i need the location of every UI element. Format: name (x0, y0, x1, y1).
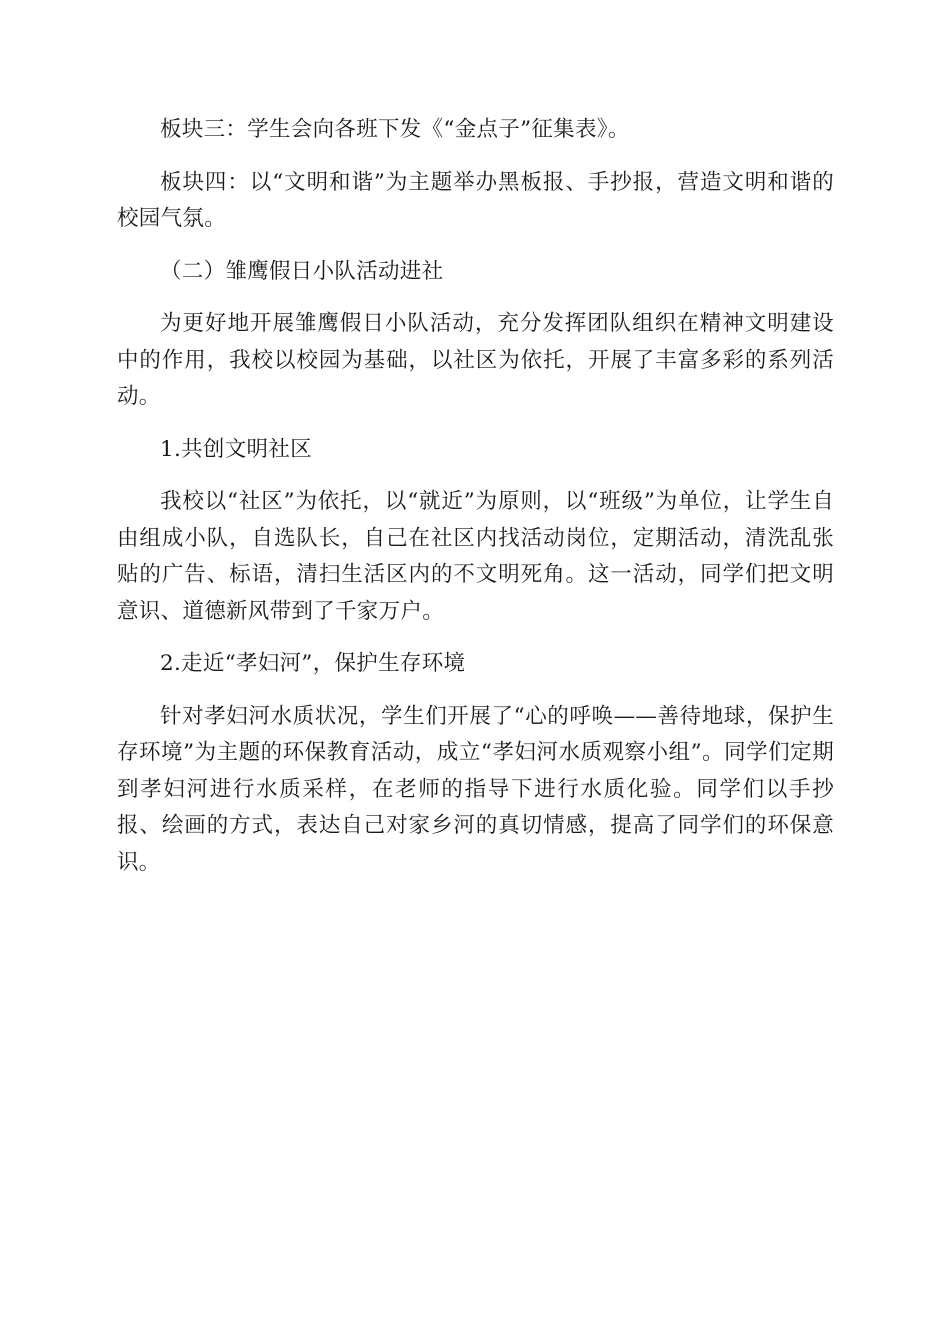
paragraph-block4: 板块四：以“文明和谐”为主题举办黑板报、手抄报，营造文明和谐的校园气氛。 (117, 169, 834, 231)
section-heading-2: （二）雏鹰假日小队活动进社 (160, 258, 444, 284)
item-heading-2: 2.走近“孝妇河”，保护生存环境 (160, 651, 466, 676)
document-body (117, 112, 834, 881)
paragraph-item1-body: 我校以“社区”为依托，以“就近”为原则，以“班级”为单位，让学生自由组成小队，自选队长，自己在社区内找活动岗位，定期活动，清洗乱张贴的广告、标语，清扫生活区内的不文明死角。这一活动，同学们把文明意识、道德新风带到了千家万户。 (117, 489, 834, 624)
paragraph-block3: 板块三：学生会向各班下发《“金点子”征集表》。 (160, 117, 630, 142)
paragraph-section2-intro: 为更好地开展雏鹰假日小队活动，充分发挥团队组织在精神文明建设中的作用，我校以校园为基础，以社区为依托，开展了丰富多彩的系列活动。 (117, 311, 834, 409)
item-heading-1: 1.共创文明社区 (160, 436, 312, 462)
paragraph-item2-body: 针对孝妇河水质状况，学生们开展了“心的呼唤——善待地球，保护生存环境”为主题的环保教育活动，成立“孝妇河水质观察小组”。同学们定期到孝妇河进行水质采样，在老师的指导下进行水质化验。同学们以手抄报、绘画的方式，表达自己对家乡河的真切情感，提高了同学们的环保意识。 (117, 703, 834, 875)
